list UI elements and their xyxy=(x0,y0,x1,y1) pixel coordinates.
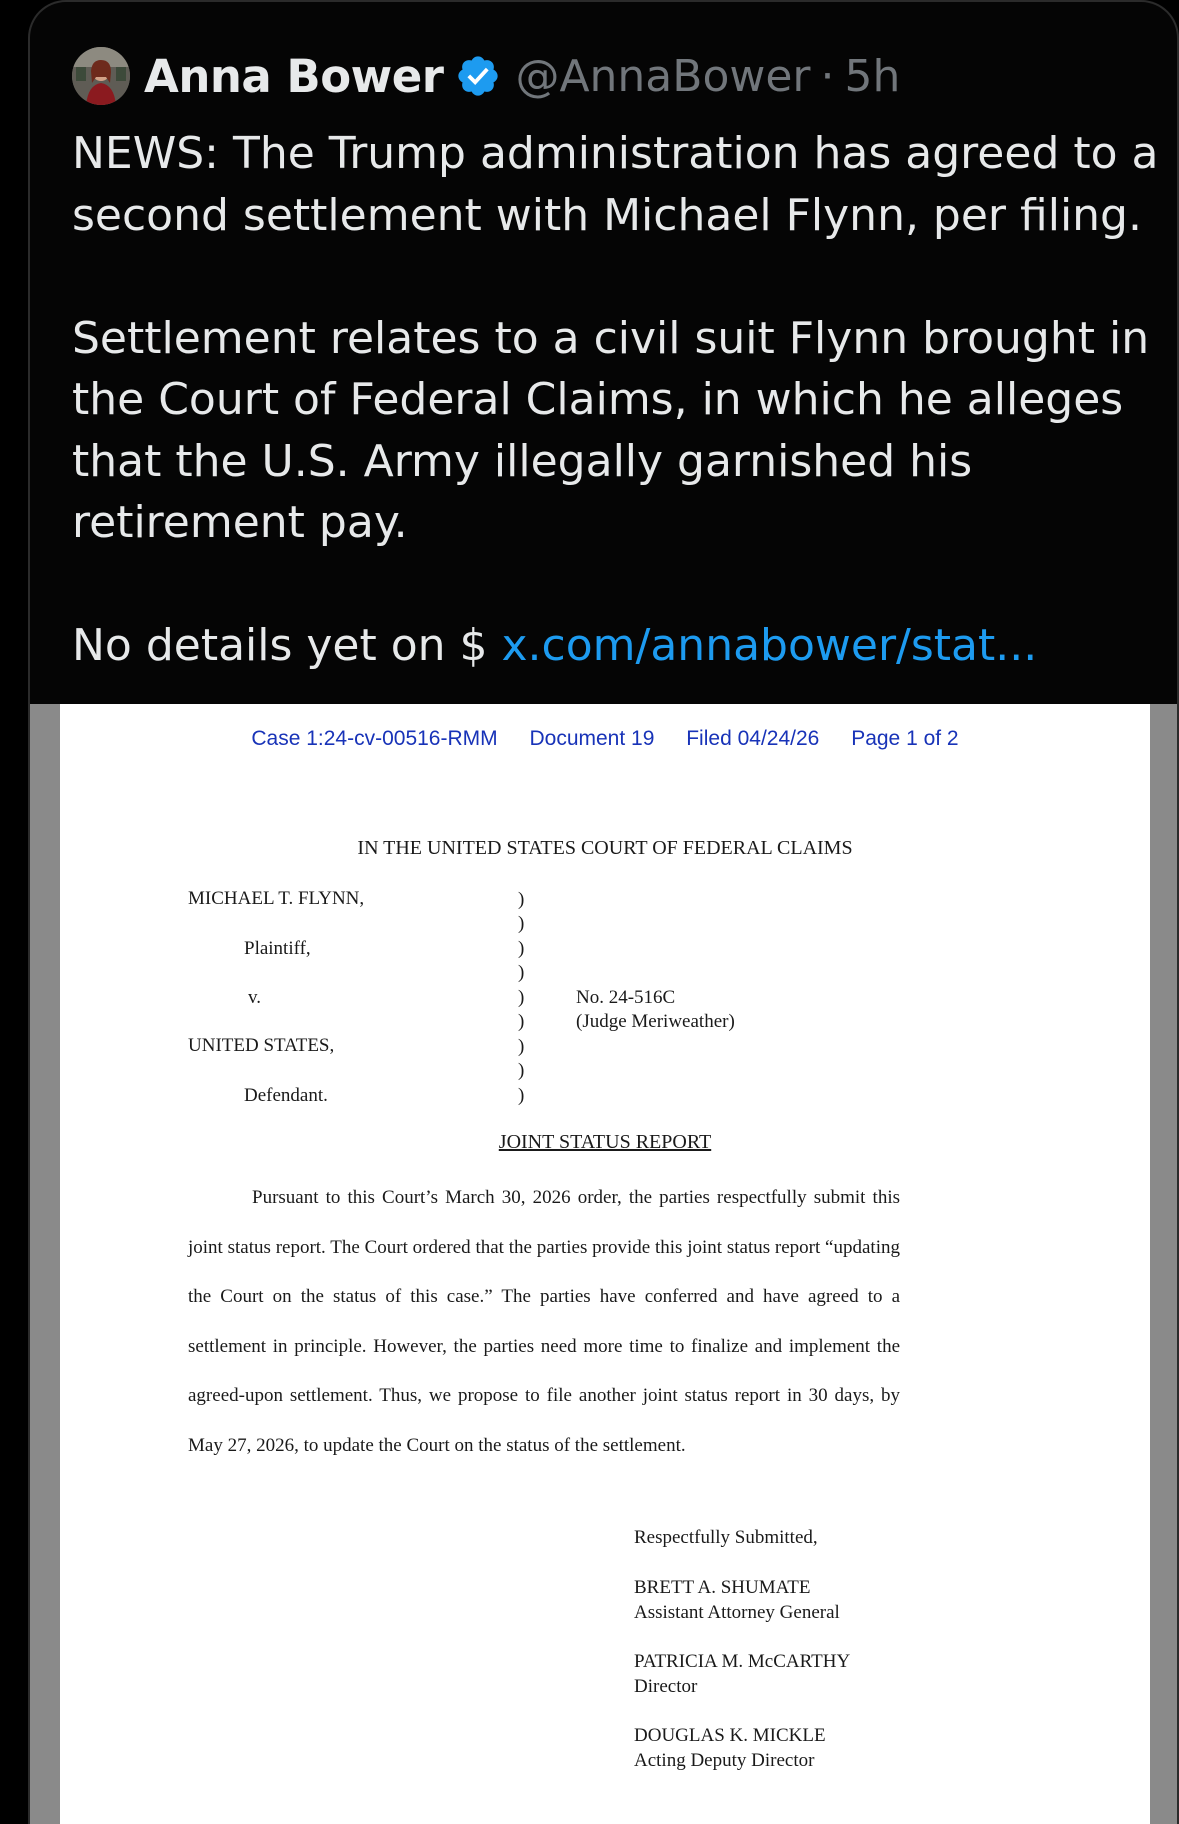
signer-title: Director xyxy=(634,1676,698,1697)
signer-name: DOUGLAS K. MICKLE xyxy=(634,1725,826,1746)
case-number: Case 1:24-cv-00516-RMM xyxy=(251,727,498,750)
caption-paren: ) xyxy=(518,1085,525,1106)
tweet-link[interactable]: x.com/annabower/stat... xyxy=(501,620,1038,671)
signer-title: Acting Deputy Director xyxy=(634,1750,815,1771)
report-title: JOINT STATUS REPORT xyxy=(498,1131,712,1153)
judge-name: (Judge Meriweather) xyxy=(576,1011,735,1032)
versus: v. xyxy=(248,987,262,1008)
page-number: Page 1 of 2 xyxy=(851,727,959,750)
author-name[interactable]: Anna Bower xyxy=(144,49,444,103)
plaintiff-name: MICHAEL T. FLYNN, xyxy=(188,888,365,909)
tweet-paragraph-3 xyxy=(72,615,1162,677)
signature-intro: Respectfully Submitted, xyxy=(634,1527,818,1548)
tweet-paragraph-2: Settlement relates to a civil suit Flynn brought in the Court of Federal Claims, in which he alleges that the U.S. Army illegally garnished his retirement pay. xyxy=(72,312,1164,548)
plaintiff-label: Plaintiff, xyxy=(244,938,311,959)
tweet-header xyxy=(72,46,900,106)
caption-paren: ) xyxy=(518,938,525,959)
court-name: IN THE UNITED STATES COURT OF FEDERAL CLAIMS xyxy=(357,837,853,859)
tweet-card[interactable] xyxy=(28,0,1179,1824)
caption-paren: ) xyxy=(518,962,525,983)
tweet-timestamp[interactable]: 5h xyxy=(844,50,901,102)
report-body: Pursuant to this Court’s March 30, 2026 order, the parties respectfully submit this joint status report. The Court ordered that the parties provide this joint status report “updating the Court on the status of this case.” The parties have conferred and have agreed to a settlement in principle. However, the parties need more time to finalize and implement the agreed-upon settlement. Thus, we propose to file another joint status report in 30 days, by May 27, 2026, to update the Court on the status of the settlement. xyxy=(188,1187,900,1456)
caption-paren: ) xyxy=(518,1060,525,1081)
court-document xyxy=(60,704,1150,1824)
caption-paren: ) xyxy=(518,1011,525,1032)
signer-title: Assistant Attorney General xyxy=(634,1602,840,1623)
author-handle[interactable]: @AnnaBower xyxy=(515,50,811,102)
signer-name: BRETT A. SHUMATE xyxy=(634,1577,811,1598)
avatar[interactable] xyxy=(72,47,130,105)
caption-paren: ) xyxy=(518,889,525,910)
caption-paren: ) xyxy=(518,987,525,1008)
filed-date: Filed 04/24/26 xyxy=(686,727,820,750)
caption-paren: ) xyxy=(518,1036,525,1057)
document-number: Document 19 xyxy=(529,727,655,750)
docket-number: No. 24-516C xyxy=(576,987,676,1008)
defendant-name: UNITED STATES, xyxy=(188,1035,335,1056)
verified-badge-icon xyxy=(455,53,501,99)
tweet-media-image[interactable] xyxy=(30,704,1179,1824)
caption-paren: ) xyxy=(518,913,525,934)
defendant-label: Defendant. xyxy=(244,1085,328,1106)
separator-dot: · xyxy=(820,50,835,102)
tweet-text xyxy=(72,123,1173,677)
tweet-last-line: No details yet on $ xyxy=(72,620,502,671)
pdf-case-header xyxy=(60,727,1150,751)
signer-name: PATRICIA M. McCARTHY xyxy=(634,1651,851,1672)
tweet-paragraph-1: NEWS: The Trump administration has agreed to a second settlement with Michael Flynn, per filing. xyxy=(72,128,1173,241)
